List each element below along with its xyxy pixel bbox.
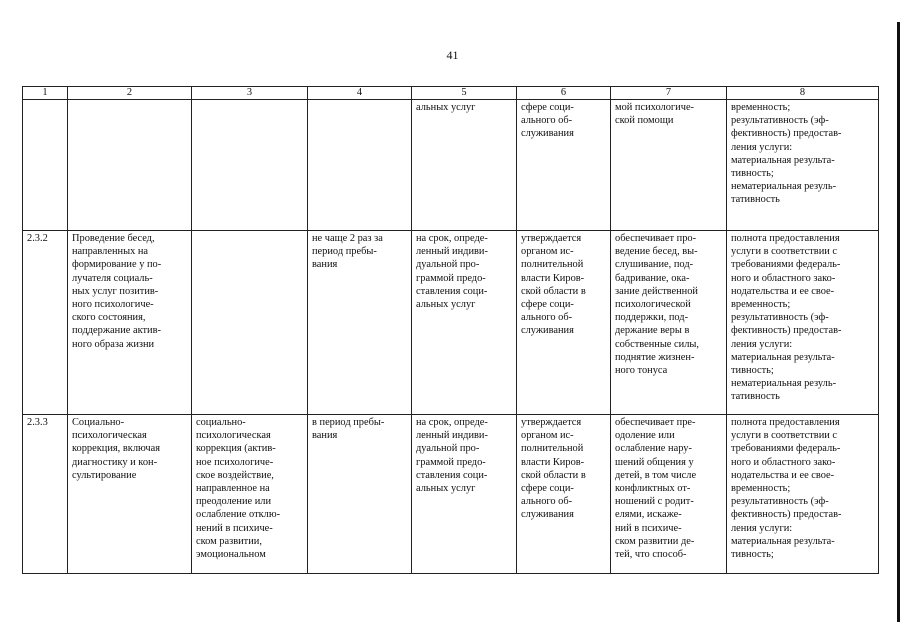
cell-term: альных услуг — [412, 100, 517, 231]
cell-service-name — [68, 100, 192, 231]
table-row — [23, 100, 879, 231]
header-col-4: 4 — [308, 87, 412, 100]
cell-service-name: Проведение бесед, направленных на формирование у по- лучателя социаль- ных услуг позитив- ного психологиче- ского состояния, поддержание актив- ного образа жизни — [68, 231, 192, 415]
cell-approval: утверждается органом ис- полнительной власти Киров- ской области в сфере соци- ального об- служивания — [517, 415, 611, 574]
header-col-1: 1 — [23, 87, 68, 100]
cell-approval: сфере соци- ального об- служивания — [517, 100, 611, 231]
table-row — [23, 231, 879, 415]
cell-number — [23, 100, 68, 231]
cell-description: социально- психологическая коррекция (актив- ное психологиче- ское воздействие, направленное на преодоление или ослабление отклю- нений в психиче- ском развитии, эмоциональном — [192, 415, 308, 574]
cell-approval: утверждается органом ис- полнительной власти Киров- ской области в сфере соци- ального об- служивания — [517, 231, 611, 415]
cell-quality-indicators: полнота предоставления услуги в соответствии с требованиями федераль- ного и областного зако- нодательства и ее свое- временность; результативность (эф- фективность) предостав- ления услуги: материальная результа- тивность; нематериальная резуль- тативность — [727, 231, 879, 415]
cell-frequency — [308, 100, 412, 231]
header-col-5: 5 — [412, 87, 517, 100]
cell-quality-indicators: временность; результативность (эф- фективность) предостав- ления услуги: материальная результа- тивность; нематериальная резуль- тативность — [727, 100, 879, 231]
header-col-6: 6 — [517, 87, 611, 100]
cell-conditions: мой психологиче- ской помощи — [611, 100, 727, 231]
header-col-2: 2 — [68, 87, 192, 100]
cell-description — [192, 100, 308, 231]
cell-frequency: не чаще 2 раз за период пребы- вания — [308, 231, 412, 415]
header-row — [23, 87, 879, 100]
header-col-3: 3 — [192, 87, 308, 100]
services-table — [22, 86, 879, 574]
scan-edge-bar — [897, 22, 900, 622]
cell-number: 2.3.3 — [23, 415, 68, 574]
header-col-7: 7 — [611, 87, 727, 100]
cell-description — [192, 231, 308, 415]
cell-conditions: обеспечивает про- ведение бесед, вы- слушивание, под- бадривание, ока- зание действенной психологической поддержки, под- держание веры в собственные силы, поднятие жизнен- ного тонуса — [611, 231, 727, 415]
cell-frequency: в период пребы- вания — [308, 415, 412, 574]
cell-term: на срок, опреде- ленный индиви- дуальной про- граммой предо- ставления соци- альных услуг — [412, 415, 517, 574]
header-col-8: 8 — [727, 87, 879, 100]
cell-quality-indicators: полнота предоставления услуги в соответствии с требованиями федераль- ного и областного зако- нодательства и ее свое- временность; результативность (эф- фективность) предостав- ления услуги: материальная результа- тивность; — [727, 415, 879, 574]
page-number: 41 — [446, 48, 459, 62]
cell-term: на срок, опреде- ленный индиви- дуальной про- граммой предо- ставления соци- альных услуг — [412, 231, 517, 415]
cell-number: 2.3.2 — [23, 231, 68, 415]
table-row — [23, 415, 879, 574]
cell-conditions: обеспечивает пре- одоление или ослабление нару- шений общения у детей, в том числе конфликтных от- ношений с родит- елями, искаже- ний в психиче- ском развитии де- тей, что способ- — [611, 415, 727, 574]
cell-service-name: Социально- психологическая коррекция, включая диагностику и кон- сультирование — [68, 415, 192, 574]
